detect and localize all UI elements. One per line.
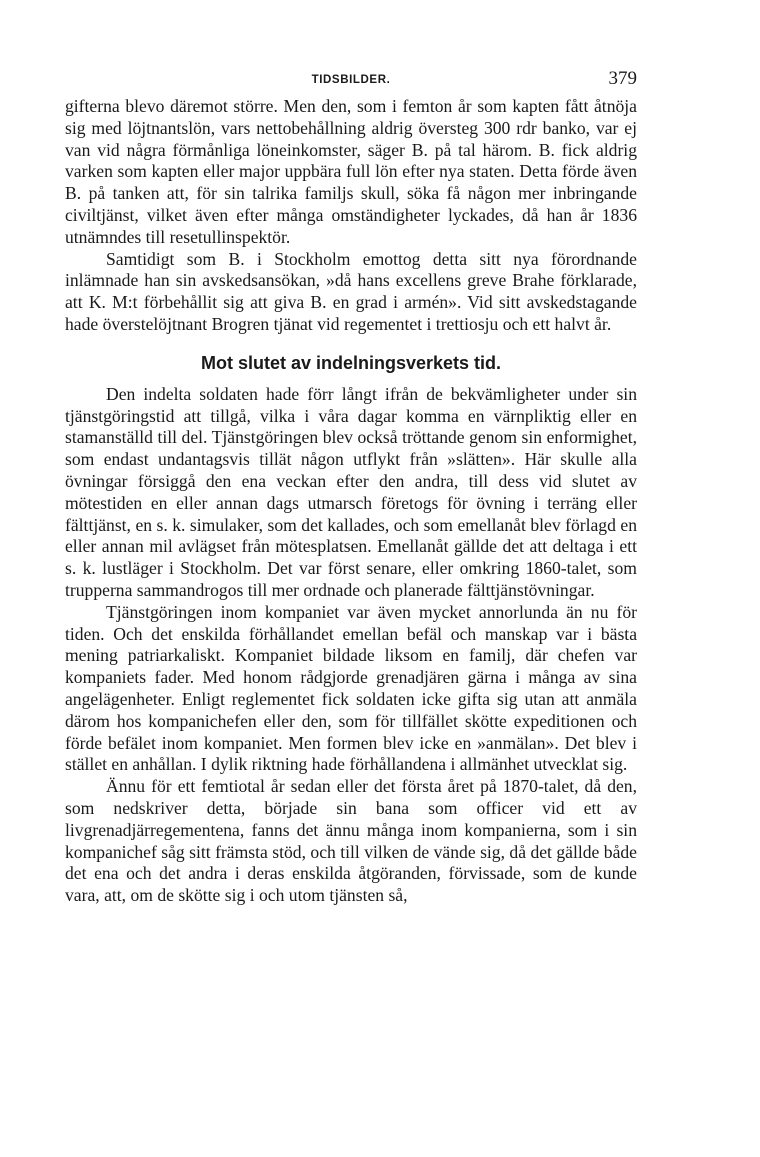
paragraph: Ännu för ett femtiotal år sedan eller det första året på 1870-talet, då den, som nedskriver detta, började sin bana som officer vid ett av livgrenadjärregementena, fanns det ännu många inom kompanierna, som i sin kompanichef såg sitt främsta stöd, och till vilken de vände sig, då det gällde både det ena och det andra i deras enskilda åtgöranden, förvissade, som de kunde vara, att, om de skötte sig i och utom tjänsten så, bbox=[65, 776, 637, 906]
section-continuation bbox=[65, 96, 637, 336]
section-body bbox=[65, 384, 637, 907]
paragraph: Tjänstgöringen inom kompaniet var även mycket annorlunda än nu för tiden. Och det enskilda förhållandet emellan befäl och manskap var i bästa mening patriarkaliskt. Kompaniet bildade liksom en familj, där chefen var kompaniets fader. Med honom rådgjorde grenadjären gärna i många av sina angelägenheter. Enligt reglementet fick soldaten icke gifta sig utan att anmäla därom hos kompanichefen eller den, som för tillfället skötte expeditionen och förde befälet inom kompaniet. Men formen blev icke en »anmälan». Det blev i stället en anhållan. I dylik riktning hade förhållandena i allmänhet utvecklat sig. bbox=[65, 601, 637, 775]
page-number: 379 bbox=[608, 68, 637, 89]
section-heading: Mot slutet av indelningsverkets tid. bbox=[200, 352, 502, 373]
running-header bbox=[65, 68, 637, 96]
running-title: TIDSBILDER. bbox=[311, 74, 391, 86]
book-page bbox=[65, 68, 637, 907]
paragraph: Den indelta soldaten hade förr långt ifrån de bekvämligheter under sin tjänstgöringstid att tillgå, vilka i våra dagar komma en värnpliktig eller en stamanställd till del. Tjänstgöringen blev också tröttande genom sin enformighet, som endast undantagsvis tillät någon utflykt från »slätten». Här skulle alla övningar försiggå den ena veckan efter den andra, till dess vid slutet av mötestiden en eller annan dags utmarsch företogs för övning i terräng eller fälttjänst, en s. k. simulaker, som det kallades, och som emellanåt blev förlagd en eller annan mil avlägset från mötesplatsen. Emellanåt gällde det att deltaga i ett s. k. lustläger i Stockholm. Det var först senare, eller omkring 1860-talet, som trupperna sammandrogos till mer ordnade och planerade fälttjänstövningar. bbox=[65, 383, 637, 600]
paragraph: gifterna blevo däremot större. Men den, som i femton år som kapten fått åtnöja sig med löjtnantslön, vars nettobehållning aldrig översteg 300 rdr banko, var ej van vid några förmånliga löneinkomster, säger B. på tal härom. B. fick aldrig varken som kapten eller major uppbära full lön efter nya staten. Detta förde även B. på tanken att, för sin talrika familjs skull, söka få någon mer inbringande civiltjänst, vilket även efter många omständigheter lyckades, då han år 1836 utnämndes till resetullinspektör. bbox=[65, 96, 637, 247]
paragraph: Samtidigt som B. i Stockholm emottog detta sitt nya förordnande inlämnade han sin avskedsansökan, »då hans excellens greve Brahe förklarade, att K. M:t förbehållit sig att giva B. en grad i armén». Vid sitt avskedstagande hade överstelöjtnant Brogren tjänat vid regementet i trettiosju och ett halvt år. bbox=[65, 248, 637, 334]
